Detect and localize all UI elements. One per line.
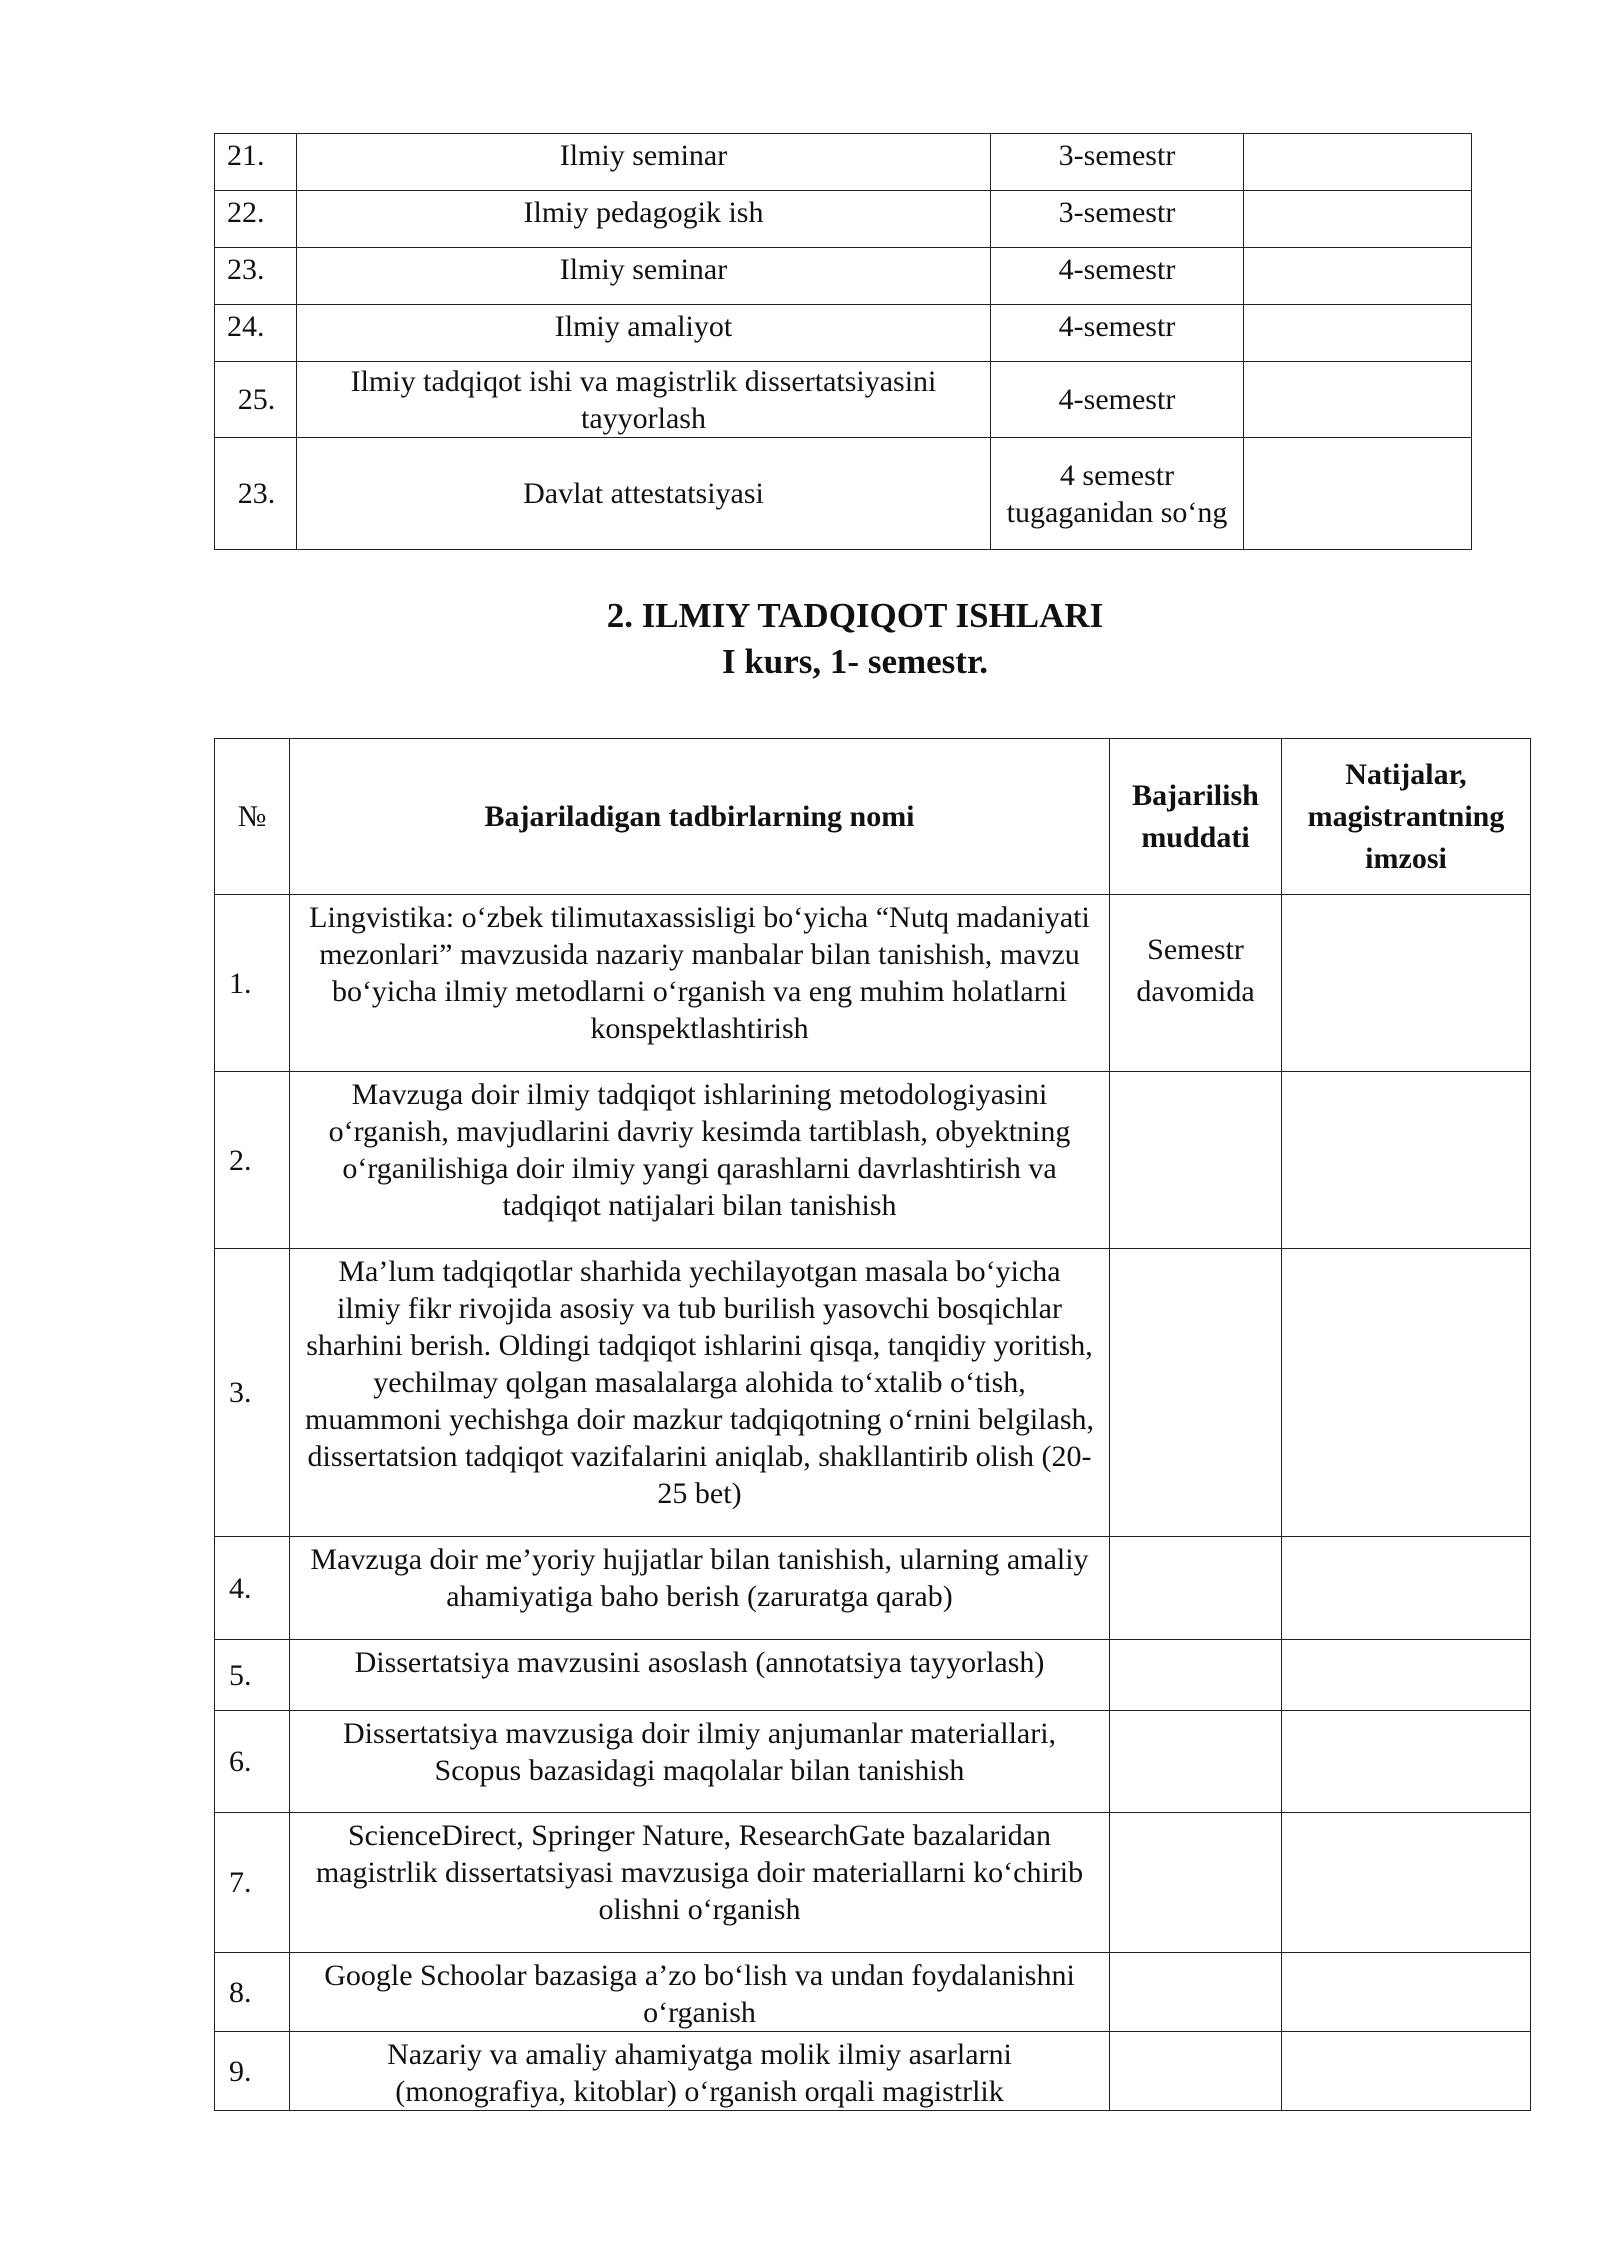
header-deadline: Bajarilish muddati [1110, 739, 1282, 895]
result-cell [1282, 1813, 1531, 1953]
result-cell [1282, 895, 1531, 1072]
note-cell [1244, 248, 1472, 305]
result-cell [1282, 1249, 1531, 1537]
table-row [215, 2032, 1531, 2111]
result-cell [1282, 1711, 1531, 1813]
semester-cell: 4-semestr [991, 248, 1244, 305]
row-number: 21. [215, 134, 297, 191]
activity-name: Ilmiy seminar [297, 248, 991, 305]
research-work-table [214, 738, 1531, 2111]
deadline-cell: Semestr davomida [1110, 895, 1282, 1072]
task-description: Google Schoolar bazasiga a’zo bo‘lish va undan foydalanishni o‘rganish [290, 1953, 1110, 2032]
activity-name: Ilmiy seminar [297, 134, 991, 191]
note-cell [1244, 305, 1472, 362]
task-description: Mavzuga doir me’yoriy hujjatlar bilan tanishish, ularning amaliy ahamiyatiga baho berish (zaruratga qarab) [290, 1537, 1110, 1640]
note-cell [1244, 134, 1472, 191]
section-subtitle: I kurs, 1- semestr. [721, 642, 989, 681]
deadline-cell [1110, 1640, 1282, 1711]
deadline-cell [1110, 1711, 1282, 1813]
table-row [215, 1537, 1531, 1640]
table-header-row [215, 739, 1531, 895]
task-description: Nazariy va amaliy ahamiyatga molik ilmiy asarlarni (monografiya, kitoblar) o‘rganish orqali magistrlik [290, 2032, 1110, 2111]
table-row [215, 362, 1472, 438]
row-number: 23. [215, 248, 297, 305]
result-cell [1282, 1640, 1531, 1711]
result-cell [1282, 1537, 1531, 1640]
activity-name: Ilmiy amaliyot [297, 305, 991, 362]
deadline-cell [1110, 1537, 1282, 1640]
deadline-cell [1110, 1953, 1282, 2032]
semester-cell: 4-semestr [991, 305, 1244, 362]
table-row [215, 1953, 1531, 2032]
task-description: Dissertatsiya mavzusini asoslash (annotatsiya tayyorlash) [290, 1640, 1110, 1711]
task-description: Dissertatsiya mavzusiga doir ilmiy anjumanlar materiallari, Scopus bazasidagi maqolalar bilan tanishish [290, 1711, 1110, 1813]
table-row [215, 248, 1472, 305]
activity-name: Ilmiy tadqiqot ishi va magistrlik dissertatsiyasini tayyorlash [297, 362, 991, 438]
result-cell [1282, 2032, 1531, 2111]
table-row [215, 1640, 1531, 1711]
note-cell [1244, 362, 1472, 438]
row-number: 8. [215, 1953, 290, 2032]
header-task-name: Bajariladigan tadbirlarning nomi [290, 739, 1110, 895]
header-number: № [215, 739, 290, 895]
result-cell [1282, 1072, 1531, 1249]
row-number: 4. [215, 1537, 290, 1640]
activity-name: Ilmiy pedagogik ish [297, 191, 991, 248]
deadline-cell [1110, 1249, 1282, 1537]
row-number: 23. [215, 438, 297, 550]
row-number: 2. [215, 1072, 290, 1249]
table-row [215, 1813, 1531, 1953]
task-description: Mavzuga doir ilmiy tadqiqot ishlarining metodologiyasini o‘rganish, mavjudlarini davriy kesimda tartiblash, obyektning o‘rganilishiga doir ilmiy yangi qarashlarni davrlashtirish va tadqiqot natijalari bilan tanishish [290, 1072, 1110, 1249]
deadline-cell [1110, 1072, 1282, 1249]
result-cell [1282, 1953, 1531, 2032]
deadline-cell [1110, 1813, 1282, 1953]
table-row [215, 895, 1531, 1072]
semester-cell: 3-semestr [991, 191, 1244, 248]
note-cell [1244, 191, 1472, 248]
semester-cell: 4 semestr tugaganidan so‘ng [991, 438, 1244, 550]
row-number: 9. [215, 2032, 290, 2111]
study-plan-table [214, 133, 1472, 550]
note-cell [1244, 438, 1472, 550]
task-description: ScienceDirect, Springer Nature, ResearchGate bazalaridan magistrlik dissertatsiyasi mavzusiga doir materiallarni ko‘chirib olishni o‘rganish [290, 1813, 1110, 1953]
table-row [215, 438, 1472, 550]
table-row [215, 1072, 1531, 1249]
row-number: 1. [215, 895, 290, 1072]
table-row [215, 191, 1472, 248]
row-number: 25. [215, 362, 297, 438]
deadline-cell [1110, 2032, 1282, 2111]
row-number: 24. [215, 305, 297, 362]
table-row [215, 134, 1472, 191]
section-title: 2. ILMIY TADQIQOT ISHLARI [606, 596, 1104, 635]
semester-cell: 3-semestr [991, 134, 1244, 191]
row-number: 7. [215, 1813, 290, 1953]
task-description: Lingvistika: o‘zbek tilimutaxassisligi bo‘yicha “Nutq madaniyati mezonlari” mavzusida nazariy manbalar bilan tanishish, mavzu bo‘yicha ilmiy metodlarni o‘rganish va eng muhim holatlarni konspektlashtirish [290, 895, 1110, 1072]
row-number: 22. [215, 191, 297, 248]
table-row [215, 1249, 1531, 1537]
table-row [215, 305, 1472, 362]
activity-name: Davlat attestatsiyasi [297, 438, 991, 550]
row-number: 5. [215, 1640, 290, 1711]
task-description: Ma’lum tadqiqotlar sharhida yechilayotgan masala bo‘yicha ilmiy fikr rivojida asosiy va tub burilish yasovchi bosqichlar sharhini berish. Oldingi tadqiqot ishlarini qisqa, tanqidiy yoritish, yechilmay qolgan masalalarga alohida to‘xtalib o‘tish, muammoni yechishga doir mazkur tadqiqotning o‘rnini belgilash, dissertatsion tadqiqot vazifalarini aniqlab, shakllantirib olish (20-25 bet) [290, 1249, 1110, 1537]
row-number: 3. [215, 1249, 290, 1537]
row-number: 6. [215, 1711, 290, 1813]
semester-cell: 4-semestr [991, 362, 1244, 438]
header-results-signature: Natijalar, magistrantning imzosi [1282, 739, 1531, 895]
table-row [215, 1711, 1531, 1813]
